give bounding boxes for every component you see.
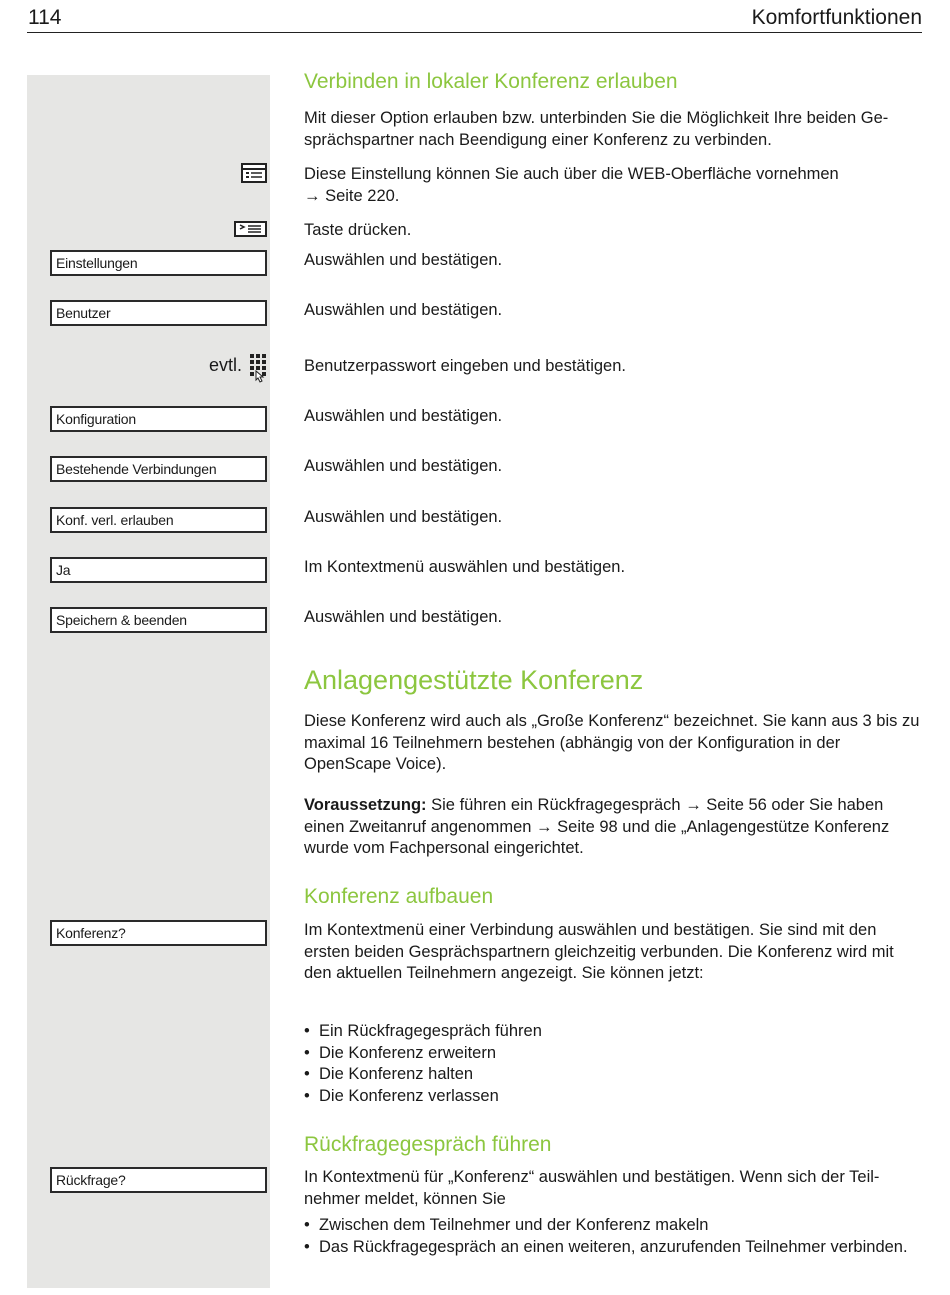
step-text: Auswählen und bestätigen. (304, 407, 503, 425)
menu-item-speichern-beenden[interactable]: Speichern & beenden (50, 607, 267, 633)
section-intro-verbinden: Mit dieser Option erlauben bzw. unterbinden Sie die Möglichkeit Ihre beiden Gesprächspartner nach Beendigung einer Konferenz zu verbinden. (304, 109, 889, 149)
prerequisite-body: Sie führen ein Rückfragegespräch → Seite 56 oder Sie haben einen Zweitanruf angenommen → Seite 98 und die „Anlagengestütze Konferenz wurde vom Fachpersonal eingerichtet. (304, 796, 890, 857)
bullet-list-rueckfrage (304, 1215, 922, 1258)
section-heading-rueckfragegespraech: Rückfragegespräch führen (304, 1133, 552, 1156)
step-text: Auswählen und bestätigen. (304, 251, 503, 269)
list-item: • Die Konferenz erweitern (304, 1043, 922, 1065)
step-text: Auswählen und bestätigen. (304, 608, 503, 626)
step-text: Auswählen und bestätigen. (304, 301, 503, 319)
menu-item-benutzer[interactable]: Benutzer (50, 300, 267, 326)
chapter-title: Komfortfunktionen (751, 6, 922, 29)
step-text: Auswählen und bestätigen. (304, 457, 503, 475)
menu-item-konferenz[interactable]: Konferenz? (50, 920, 267, 946)
menu-item-konfiguration[interactable]: Konfiguration (50, 406, 267, 432)
web-note (304, 164, 922, 207)
menu-item-bestehende-verbindungen[interactable]: Bestehende Verbindungen (50, 456, 267, 482)
web-note-text: Diese Einstellung können Sie auch über die WEB-Oberfläche vornehmen (304, 165, 839, 183)
header-divider (27, 32, 922, 33)
list-item: • Die Konferenz halten (304, 1064, 922, 1086)
step-text: Auswählen und bestätigen. (304, 508, 503, 526)
list-item: • Das Rückfragegespräch an einen weiteren, anzurufenden Teilnehmer verbinden. (304, 1237, 922, 1259)
section-text-rueckfragegespraech: In Kontextmenü für „Konferenz“ auswählen und bestätigen. Wenn sich der Teilnehmer meldet, können Sie (304, 1168, 880, 1208)
menu-key-icon (234, 221, 267, 237)
step-text: Taste drücken. (304, 221, 412, 239)
keypad-icon (248, 353, 268, 383)
menu-item-rueckfrage[interactable]: Rückfrage? (50, 1167, 267, 1193)
step-text: Im Kontextmenü auswählen und bestätigen. (304, 558, 626, 576)
menu-item-einstellungen[interactable]: Einstellungen (50, 250, 267, 276)
prerequisite-label: Voraussetzung: (304, 796, 427, 814)
list-item: • Zwischen dem Teilnehmer und der Konferenz makeln (304, 1215, 922, 1237)
bullet-list-konferenz (304, 1021, 922, 1107)
section-heading-konferenz-aufbauen: Konferenz aufbauen (304, 885, 494, 908)
web-interface-icon (241, 163, 267, 183)
list-item: • Die Konferenz verlassen (304, 1086, 922, 1108)
section-heading-verbinden: Verbinden in lokaler Konferenz erlauben (304, 70, 678, 93)
section-text-konferenz-aufbauen: Im Kontextmenü einer Verbindung auswählen und bestätigen. Sie sind mit den ersten beiden Gesprächspartnern gleichzeitig verbunden. Die Konferenz wird mit den aktuellen Teilnehmern angezeigt. Sie können jetzt: (304, 921, 894, 982)
section-intro-anlagengestuetzte: Diese Konferenz wird auch als „Große Konferenz“ bezeichnet. Sie kann aus 3 bis zu maximal 16 Teilnehmern bestehen (abhängig von der Konfiguration in der OpenScape Voice). (304, 712, 920, 773)
web-note-ref[interactable]: → Seite 220. (304, 186, 400, 205)
page-number: 114 (28, 6, 62, 29)
menu-item-ja[interactable]: Ja (50, 557, 267, 583)
evtl-label: evtl. (208, 355, 242, 375)
step-text: Benutzerpasswort eingeben und bestätigen. (304, 357, 626, 375)
menu-item-konf-verl-erlauben[interactable]: Konf. verl. erlauben (50, 507, 267, 533)
prerequisite-text (304, 795, 922, 860)
section-heading-anlagengestuetzte: Anlagengestützte Konferenz (304, 665, 644, 695)
list-item: • Ein Rückfragegespräch führen (304, 1021, 922, 1043)
